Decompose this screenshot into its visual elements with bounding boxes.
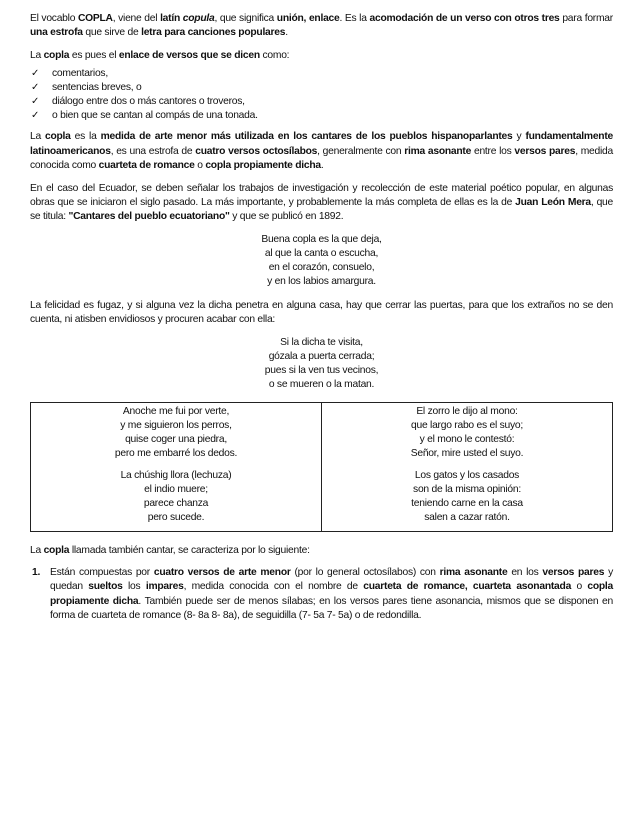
bold-text: Juan León Mera (515, 197, 591, 209)
verse-line: en el corazón, consuelo, (268, 261, 375, 273)
text: . También puede ser de menos sílabas; en los versos pares tiene asonancia, mismos que se disponen en forma de cuarteta de romance (8- 8a 8- 8a), de seguidilla (7- 5a 7- 5a) o de redondilla. (50, 595, 613, 622)
text: Están compuestas por (50, 567, 154, 579)
list-item (30, 95, 613, 109)
coplas-table (30, 402, 613, 532)
bold-text: cuatro versos de arte menor (153, 567, 291, 579)
text: llamada también cantar, se caracteriza por lo siguiente: (69, 544, 310, 556)
table-row (31, 402, 613, 531)
verse-dicha (30, 336, 613, 392)
verse-line: y en los labios amargura. (267, 275, 376, 287)
checkmark-icon: ✓ (31, 68, 40, 80)
bold-text: copla (43, 49, 70, 61)
bold-text: latín (160, 13, 183, 24)
bold-text: cuarteta de romance (98, 160, 195, 172)
bold-text: letra para canciones populares (141, 27, 286, 39)
checkmark-icon: ✓ (31, 109, 40, 121)
verse-buena-copla (30, 233, 613, 289)
list-item (30, 109, 613, 123)
list-item-text: comentarios, (52, 68, 108, 80)
text: , es una estrofa de (110, 145, 196, 157)
verse-line: parece chanza (143, 497, 209, 509)
list-item-text: diálogo entre dos o más cantores o troveros, (52, 95, 245, 107)
list-item (30, 81, 613, 95)
text: En el caso del Ecuador, se deben señalar los trabajos de investigación y recolección de este material poético popular, en algunas obras que se iniciaron el siglo pasado. La más importante, y probablemente la más completa de ellas es la de (30, 182, 613, 209)
checkmark-icon: ✓ (31, 82, 40, 94)
text: que sirve de (82, 27, 142, 39)
checkmark-list (30, 67, 613, 122)
stanza (322, 405, 612, 461)
bold-italic-text: copula (182, 13, 215, 24)
bold-text: enlace de versos que se dicen (118, 49, 260, 61)
characteristics-list (30, 566, 613, 624)
stanza (31, 405, 321, 461)
text: es pues el (69, 49, 119, 61)
bold-text: versos pares (542, 567, 605, 579)
text: , generalmente con (317, 145, 405, 157)
list-item (30, 566, 613, 624)
verse-line: que largo rabo es el suyo; (411, 419, 523, 431)
bold-text: impares (145, 581, 184, 593)
document-page (30, 12, 613, 624)
list-item-text: o bien que se cantan al compás de una tonada. (52, 109, 258, 121)
bold-text: cuarteta de romance, cuarteta asonantada (363, 581, 572, 593)
verse-line: El zorro le dijo al mono: (416, 405, 518, 417)
paragraph-ecuador (30, 182, 613, 225)
verse-line: quise coger una piedra, (125, 433, 227, 445)
verse-line: gózala a puerta cerrada; (268, 350, 375, 362)
text: y quedan (50, 567, 614, 593)
text: entre los (471, 145, 515, 157)
bold-text: COPLA (77, 13, 113, 24)
bold-text: versos pares (514, 145, 576, 157)
text: , viene del (112, 13, 161, 24)
verse-line: Si la dicha te visita, (280, 336, 363, 348)
text: . (285, 27, 288, 39)
verse-line: pero me embarré los dedos. (114, 447, 238, 459)
verse-line: La chúshig llora (lechuza) (120, 469, 232, 481)
bold-text: rima asonante (404, 145, 472, 157)
text: El vocablo (30, 13, 78, 24)
checkmark-icon: ✓ (31, 95, 40, 107)
table-cell-left (31, 402, 322, 531)
verse-line: y el mono le contestó: (419, 433, 515, 445)
text: , que se titula: (30, 197, 613, 223)
verse-line: pero sucede. (147, 511, 205, 523)
stanza (322, 469, 612, 525)
text: es la (70, 131, 101, 143)
verse-line: y me siguieron los perros, (120, 419, 232, 431)
stanza (31, 469, 321, 525)
paragraph-definition (30, 12, 613, 41)
bold-text: copla (44, 131, 71, 143)
bold-text: una estrofa (30, 27, 83, 39)
text: y (512, 131, 526, 143)
bold-text: copla (43, 544, 70, 556)
table-cell-right (322, 402, 613, 531)
verse-line: Anoche me fui por verte, (122, 405, 230, 417)
verse-line: Los gatos y los casados (414, 469, 520, 481)
paragraph-felicidad: La felicidad es fugaz, y si alguna vez la dicha penetra en alguna casa, hay que cerrar las puertas, para que los extraños no se den cuenta, ni atisben envidiosos y procuren acabar con ella: (30, 299, 613, 326)
text: La (30, 131, 45, 143)
bold-text: copla propiamente dicha (205, 160, 321, 172)
bold-text: fundamentalmente latinoamericanos (30, 131, 613, 157)
list-number: 1. (32, 567, 41, 579)
verse-line: pues si la ven tus vecinos, (264, 364, 379, 376)
bold-text: acomodación de un verso con otros tres (369, 13, 560, 24)
verse-line: el indio muere; (144, 483, 208, 495)
paragraph-metrics (30, 130, 613, 173)
text: (por lo general octosílabos) con (290, 567, 440, 579)
text: La (30, 544, 44, 556)
bold-text: "Cantares del pueblo ecuatoriano" (68, 211, 230, 223)
list-item-text: sentencias breves, o (52, 82, 142, 94)
bold-text: cuatro versos octosílabos (195, 145, 318, 157)
verse-line: Señor, mire usted el suyo. (410, 447, 524, 459)
text: , que significa (214, 13, 277, 24)
verse-line: Buena copla es la que deja, (261, 233, 382, 245)
text: y que se publicó en 1892. (229, 211, 344, 223)
verse-line: al que la canta o escucha, (264, 247, 379, 259)
text: , medida conocida como (30, 145, 613, 172)
text: . (320, 160, 324, 172)
paragraph-copla-intro (30, 49, 613, 63)
bold-text: copla propiamente dicha (50, 581, 613, 607)
verse-line: salen a cazar ratón. (424, 511, 510, 523)
verse-line: teniendo carne en la casa (411, 497, 523, 509)
bold-text: medida de arte menor más utilizada en los cantares de los pueblos hispanoparlantes (100, 131, 513, 143)
text: o (194, 160, 206, 172)
bold-text: sueltos (88, 581, 123, 593)
text: . Es la (339, 13, 370, 24)
text: o (571, 581, 588, 593)
text: , medida conocida con el nombre de (183, 581, 364, 593)
text: en los (507, 567, 543, 579)
bold-text: rima asonante (439, 567, 508, 579)
paragraph-caracteristicas (30, 544, 613, 558)
text: los (122, 581, 146, 593)
bold-text: unión, enlace (276, 13, 340, 24)
text: La (30, 49, 44, 61)
list-item (30, 67, 613, 81)
verse-line: o se mueren o la matan. (268, 378, 375, 390)
verse-line: son de la misma opinión: (413, 483, 521, 495)
text: para formar (559, 13, 613, 24)
text: como: (259, 49, 290, 61)
